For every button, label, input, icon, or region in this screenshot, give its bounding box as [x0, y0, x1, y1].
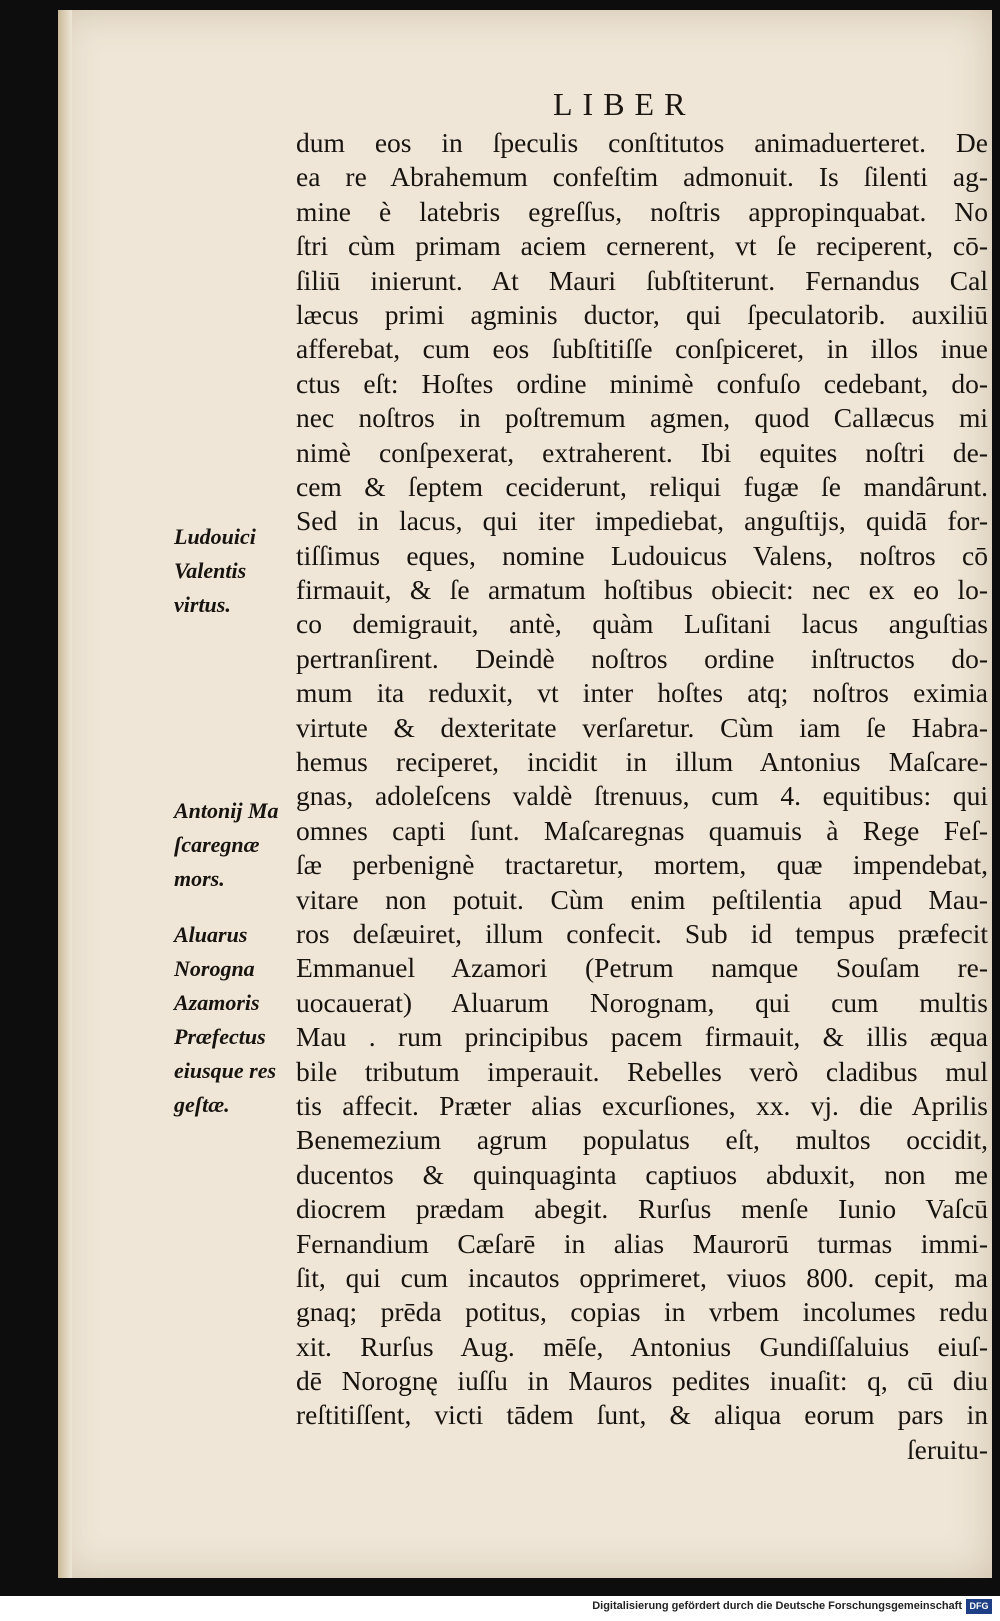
text-line: læcus primi agminis ductor, qui ſpeculatorib. auxiliū [296, 298, 988, 330]
text-line: pertranſirent. Deindè noſtros ordine inſtructos do- [296, 642, 988, 674]
text-line: hemus reciperet, incidit in illum Antonius Maſcare- [296, 746, 988, 778]
text-line: Fernandium Cæſarē in alias Maurorū turmas immi- [296, 1227, 988, 1259]
marginal-note-line: Aluarus [174, 922, 248, 947]
footer-bar [0, 1596, 1000, 1621]
text-line: Mau . rum principibus pacem firmauit, & illis æqua [296, 1021, 988, 1053]
text-line: nimè conſpexerat, extraherent. Ibi equites noſtri de- [296, 436, 988, 468]
text-line: tis affecit. Præter alias excurſiones, xx. vj. die Aprilis [296, 1089, 988, 1121]
text-line: dum eos in ſpeculis conſtitutos animaduerteret. De [296, 127, 988, 158]
text-line: dē Norognę iuſſu in Mauros pedites inuaſit: q, cū diu [296, 1365, 988, 1397]
text-line: ros deſæuiret, illum confecit. Sub id tempus præfecit [296, 917, 988, 949]
text-line: gnas, adoleſcens valdè ſtrenuus, cum 4. equitibus: qui [296, 780, 988, 812]
marginal-note-line: Norogna [174, 956, 255, 981]
marginal-note-line: virtus. [174, 592, 231, 617]
marginal-note-line: Præfectus [174, 1024, 266, 1049]
text-line: vitare non potuit. Cùm enim peſtilentia apud Mau- [296, 883, 988, 915]
marginal-note-line: Antonij Ma [174, 798, 279, 823]
marginal-note-line: Ludouici [174, 524, 256, 549]
text-line: firmauit, & ſe armatum hoſtibus obiecit: nec ex eo lo- [296, 574, 988, 606]
text-line: ſiliū inierunt. At Mauri ſubſtiterunt. Fernandus Cal [296, 264, 988, 296]
dfg-logo: DFG [966, 1599, 992, 1614]
text-line: diocrem prædam abegit. Rurſus menſe Iunio Vaſcū [296, 1193, 988, 1225]
text-line: mum ita reduxit, vt inter hoſtes atq; noſtros eximia [296, 677, 988, 709]
text-line: co demigrauit, antè, quàm Luſitani lacus anguſtias [296, 608, 988, 640]
text-line: afferebat, cum eos ſubſtitiſſe conſpiceret, in illos inue [296, 333, 988, 365]
text-line: gnaq; prēda potitus, copias in vrbem incolumes redu [296, 1296, 988, 1328]
text-line: Benemezium agrum populatus eſt, multos occidit, [296, 1124, 988, 1156]
text-line: virtute & dexteritate verſaretur. Cùm iam ſe Habra- [296, 711, 988, 743]
marginal-note-mascaregnas [174, 794, 279, 896]
running-head: LIBER [553, 86, 696, 122]
text-line: nec noſtros in poſtremum agmen, quod Callæcus mi [296, 402, 988, 434]
text-line: Emmanuel Azamori (Petrum namque Souſam re- [296, 952, 988, 984]
text-line: ctus eſt: Hoſtes ordine minimè confuſo cedebant, do- [296, 367, 988, 399]
marginal-note-line: mors. [174, 866, 225, 891]
text-line: Sed in lacus, qui iter impediebat, anguſtijs, quidā for- [296, 505, 988, 537]
text-line: ſit, qui cum incautos opprimeret, viuos 800. cepit, ma [296, 1261, 988, 1293]
text-line: bile tributum imperauit. Rebelles verò cladibus mul [296, 1055, 988, 1087]
text-line: ſæ perbenignè tractaretur, mortem, quæ impendebat, [296, 849, 988, 881]
body-text [296, 126, 988, 1467]
footer-credit: Digitalisierung gefördert durch die Deutsche Forschungsgemeinschaft [592, 1600, 962, 1612]
text-line: ſtri cùm primam aciem cernerent, vt ſe reciperent, cō- [296, 230, 988, 262]
text-line: ea re Abrahemum confeſtim admonuit. Is ſilenti ag- [296, 161, 988, 193]
text-line: cem & ſeptem ceciderunt, reliqui fugæ ſe mandârunt. [296, 470, 988, 502]
text-line: mine è latebris egreſſus, noſtris appropinquabat. No [296, 195, 988, 227]
text-line: xit. Rurſus Aug. mēſe, Antonius Gundiſſaluius eiuſ- [296, 1330, 988, 1362]
marginal-note-line: eiusque res [174, 1058, 277, 1083]
marginal-note-line: geſtæ. [174, 1092, 230, 1117]
text-line: tiſſimus eques, nomine Ludouicus Valens, noſtros cō [296, 539, 988, 571]
text-line: omnes capti ſunt. Maſcaregnas quamuis à Rege Feſ- [296, 814, 988, 846]
text-line: uocauerat) Aluarum Norognam, qui cum multis [296, 986, 988, 1018]
text-line: reſtitiſſent, victi tādem ſunt, & aliqua eorum pars in [296, 1399, 988, 1431]
marginal-note-aluarus [174, 918, 276, 1122]
marginal-note-line: ſcaregnæ [174, 832, 260, 857]
marginal-note-line: Valentis [174, 558, 247, 583]
marginal-note-line: Azamoris [174, 990, 260, 1015]
text-line: ducentos & quinquaginta captiuos abduxit, non me [296, 1158, 988, 1190]
page-gutter-edge [58, 10, 72, 1578]
text-line: ſeruitu- [907, 1433, 988, 1465]
marginal-note-ludouici [174, 520, 256, 622]
